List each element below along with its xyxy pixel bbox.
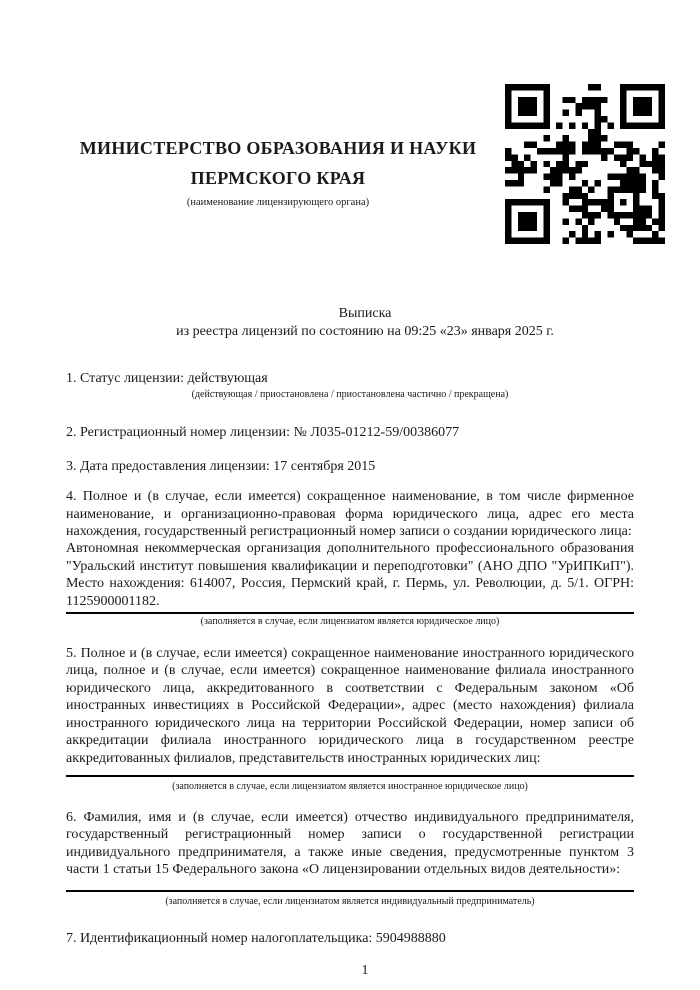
license-item-7 (66, 930, 634, 947)
item-5-caption: (заполняется в случае, если лицензиатом является иностранное юридическое лицо) (172, 780, 528, 792)
page-number: 1 (361, 962, 369, 978)
license-item-5 (66, 645, 634, 793)
item-4-caption: (заполняется в случае, если лицензиатом является юридическое лицо) (200, 616, 500, 628)
document-title (66, 305, 634, 340)
item-4-text: 4. Полное и (в случае, если имеется) сокращенное наименование, в том числе фирменное наименование, и организационно-правовая форма юридического лица, адрес его места нахождения, государственный регистрационный номер записи о создании юридического лица: (66, 489, 634, 540)
org-name-line1: МИНИСТЕРСТВО ОБРАЗОВАНИЯ И НАУКИ (79, 138, 477, 158)
license-item-1 (66, 370, 634, 401)
item-1-text: 1. Статус лицензии: действующая (66, 371, 268, 386)
qr-code-icon (505, 84, 665, 244)
org-name-caption: (наименование лицензирующего органа) (186, 197, 370, 208)
item-3-text: 3. Дата предоставления лицензии: 17 сентября 2015 (66, 458, 376, 474)
document-title-line1: Выписка (338, 306, 392, 321)
item-7-text: 7. Идентификационный номер налогоплательщика: 5904988880 (66, 930, 446, 946)
item-2-text: 2. Регистрационный номер лицензии: № Л035-01212-59/00386077 (66, 425, 460, 441)
item-6-text: 6. Фамилия, имя и (в случае, если имеется) отчество индивидуального предпринимателя, государственный регистрационный номер записи о государственной регистрации индивидуального предпринимателя, а также иные сведения, предусмотренные пунктом 3 части 1 статьи 15 Федерального закона «О лицензировании отдельных видов деятельности»: (66, 809, 634, 878)
license-item-2 (66, 424, 634, 441)
fill-in-line (66, 890, 634, 892)
item-4-value: Автономная некоммерческая организация дополнительного профессионального образования "Уральский институт повышения квалификации и переподготовки" (АНО ДПО "УрИПКиП"). Место нахождения: 614007, Россия, Пермский край, г. Пермь, ул. Революции, д. 5/1. ОГРН: 1125900001182. (66, 540, 634, 614)
document-title-line2: из реестра лицензий по состоянию на 09:25 «23» января 2025 г. (176, 323, 554, 339)
licensing-authority-block (66, 0, 490, 209)
license-item-6 (66, 809, 634, 908)
item-6-caption: (заполняется в случае, если лицензиатом является индивидуальный предприниматель) (165, 895, 535, 907)
item-5-text: 5. Полное и (в случае, если имеется) сокращенное наименование иностранного юридического лица, полное и (в случае, если имеется) сокращенное наименование филиала иностранного юридического лица, аккредитованного в соответствии с Федеральным законом «Об иностранных инвестициях в Российской Федерации», адрес (место нахождения) филиала иностранного юридического лица на территории Российской Федерации, номер записи об аккредитации филиала иностранного юридического лица в государственном реестре аккредитованных филиалов, представительств иностранных юридических лиц: (66, 646, 634, 766)
license-items (66, 370, 634, 947)
license-item-3 (66, 458, 634, 475)
fill-in-line (66, 775, 634, 777)
license-item-4 (66, 488, 634, 628)
item-1-caption: (действующая / приостановлена / приостановлена частично / прекращена) (191, 389, 509, 401)
org-name-line2: ПЕРМСКОГО КРАЯ (190, 168, 366, 188)
